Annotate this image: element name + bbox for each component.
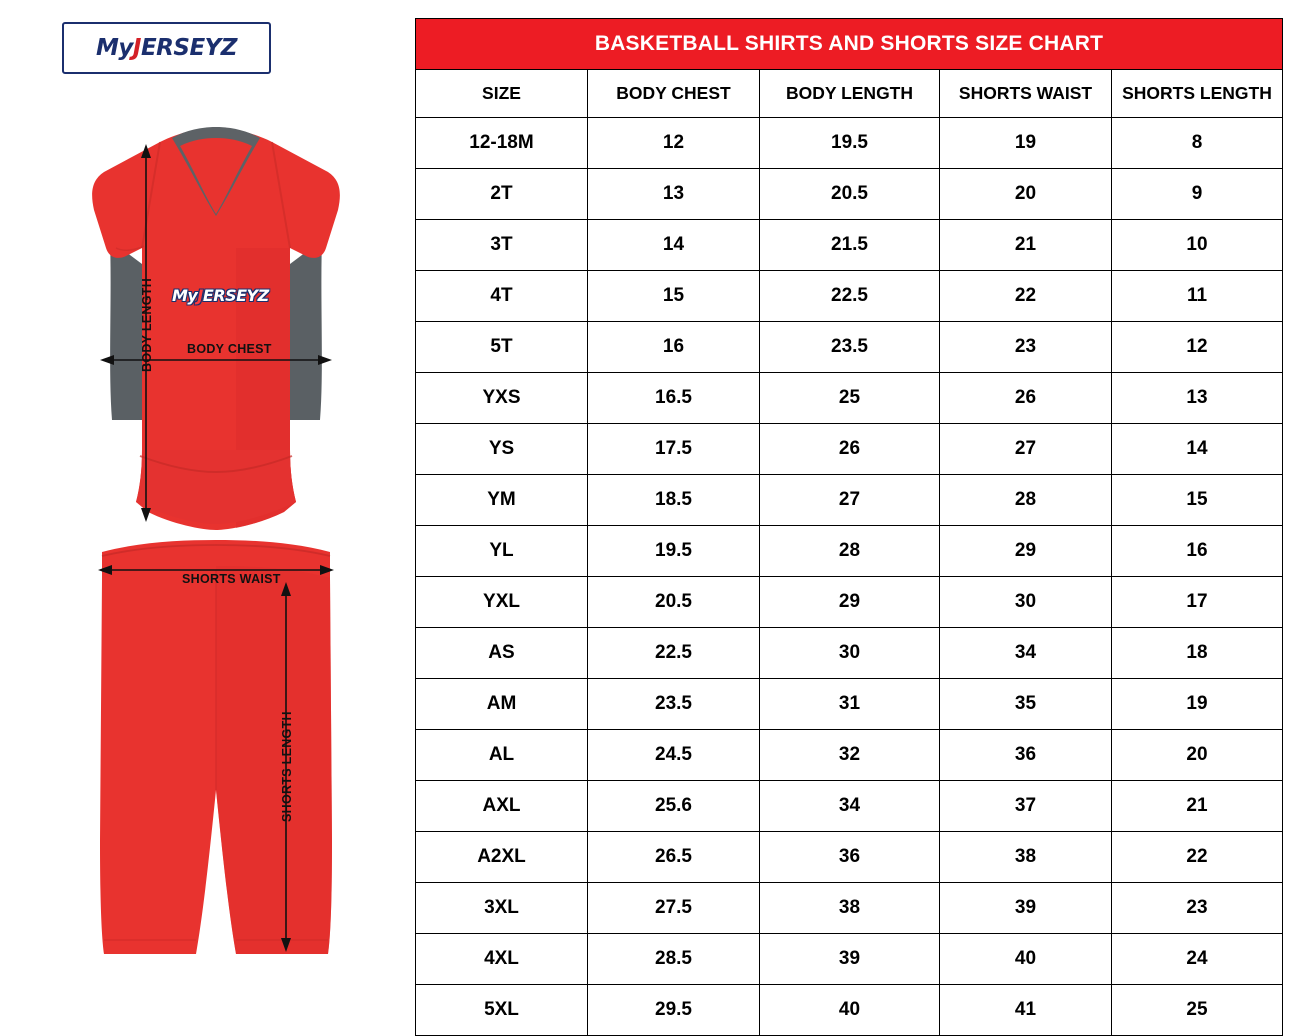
cell-size: AM	[416, 679, 588, 730]
brand-logo-j: J	[132, 35, 141, 61]
brand-logo	[62, 22, 271, 74]
shorts-illustration	[40, 540, 390, 970]
chart-title-row	[416, 19, 1283, 70]
cell-shorts-length: 17	[1112, 577, 1283, 628]
cell-shorts-waist: 39	[940, 883, 1112, 934]
cell-shorts-length: 21	[1112, 781, 1283, 832]
cell-body-length: 22.5	[760, 271, 940, 322]
table-row	[416, 526, 1283, 577]
cell-shorts-length: 16	[1112, 526, 1283, 577]
cell-size: 5T	[416, 322, 588, 373]
table-row	[416, 985, 1283, 1036]
cell-size: AXL	[416, 781, 588, 832]
table-row	[416, 169, 1283, 220]
cell-body-length: 26	[760, 424, 940, 475]
cell-shorts-length: 12	[1112, 322, 1283, 373]
cell-size: 3T	[416, 220, 588, 271]
size-chart-head	[416, 19, 1283, 118]
jersey-logo-erseyz: ERSEYZ	[202, 286, 269, 305]
cell-size: YS	[416, 424, 588, 475]
column-header-shorts-waist: SHORTS WAIST	[940, 70, 1112, 118]
jersey-logo-j: J	[197, 286, 203, 305]
cell-body-length: 40	[760, 985, 940, 1036]
table-row	[416, 118, 1283, 169]
cell-shorts-length: 10	[1112, 220, 1283, 271]
cell-shorts-waist: 19	[940, 118, 1112, 169]
cell-body-length: 32	[760, 730, 940, 781]
cell-shorts-length: 23	[1112, 883, 1283, 934]
cell-body-length: 19.5	[760, 118, 940, 169]
cell-shorts-length: 8	[1112, 118, 1283, 169]
cell-shorts-waist: 35	[940, 679, 1112, 730]
table-row	[416, 424, 1283, 475]
cell-shorts-length: 24	[1112, 934, 1283, 985]
cell-body-chest: 24.5	[588, 730, 760, 781]
cell-body-chest: 15	[588, 271, 760, 322]
cell-size: 5XL	[416, 985, 588, 1036]
cell-shorts-length: 13	[1112, 373, 1283, 424]
cell-body-chest: 27.5	[588, 883, 760, 934]
cell-body-chest: 18.5	[588, 475, 760, 526]
table-row	[416, 781, 1283, 832]
jersey-chest-logo	[172, 286, 269, 305]
column-header-size: SIZE	[416, 70, 588, 118]
table-row	[416, 322, 1283, 373]
table-row	[416, 730, 1283, 781]
cell-body-length: 21.5	[760, 220, 940, 271]
cell-shorts-length: 22	[1112, 832, 1283, 883]
brand-logo-text	[96, 35, 237, 61]
table-row	[416, 934, 1283, 985]
cell-size: AL	[416, 730, 588, 781]
table-row	[416, 475, 1283, 526]
cell-body-chest: 23.5	[588, 679, 760, 730]
column-header-row	[416, 70, 1283, 118]
jersey-logo-my: My	[172, 286, 198, 305]
size-chart-container	[415, 18, 1282, 1020]
cell-body-length: 20.5	[760, 169, 940, 220]
cell-body-chest: 16	[588, 322, 760, 373]
cell-body-length: 39	[760, 934, 940, 985]
cell-shorts-length: 15	[1112, 475, 1283, 526]
cell-body-length: 28	[760, 526, 940, 577]
chart-title: BASKETBALL SHIRTS AND SHORTS SIZE CHART	[416, 19, 1283, 70]
cell-shorts-waist: 36	[940, 730, 1112, 781]
cell-shorts-length: 14	[1112, 424, 1283, 475]
cell-body-length: 31	[760, 679, 940, 730]
cell-shorts-length: 18	[1112, 628, 1283, 679]
cell-size: 2T	[416, 169, 588, 220]
cell-size: 4T	[416, 271, 588, 322]
cell-body-chest: 16.5	[588, 373, 760, 424]
cell-body-length: 23.5	[760, 322, 940, 373]
size-chart-table	[415, 18, 1283, 1036]
cell-size: 4XL	[416, 934, 588, 985]
label-shorts-waist: SHORTS WAIST	[182, 572, 281, 586]
column-header-body-chest: BODY CHEST	[588, 70, 760, 118]
cell-shorts-length: 19	[1112, 679, 1283, 730]
cell-size: 12-18M	[416, 118, 588, 169]
brand-logo-my: My	[96, 35, 133, 61]
cell-size: YM	[416, 475, 588, 526]
size-chart-body	[416, 118, 1283, 1036]
cell-size: 3XL	[416, 883, 588, 934]
table-row	[416, 373, 1283, 424]
cell-shorts-length: 11	[1112, 271, 1283, 322]
column-header-body-length: BODY LENGTH	[760, 70, 940, 118]
cell-body-chest: 26.5	[588, 832, 760, 883]
cell-size: AS	[416, 628, 588, 679]
cell-shorts-waist: 40	[940, 934, 1112, 985]
cell-body-length: 38	[760, 883, 940, 934]
cell-body-chest: 29.5	[588, 985, 760, 1036]
cell-body-length: 27	[760, 475, 940, 526]
cell-shorts-waist: 30	[940, 577, 1112, 628]
label-body-chest: BODY CHEST	[187, 342, 272, 356]
table-row	[416, 271, 1283, 322]
cell-body-chest: 22.5	[588, 628, 760, 679]
cell-body-chest: 20.5	[588, 577, 760, 628]
cell-body-chest: 14	[588, 220, 760, 271]
cell-body-chest: 13	[588, 169, 760, 220]
cell-shorts-length: 9	[1112, 169, 1283, 220]
cell-body-length: 25	[760, 373, 940, 424]
product-illustration-panel	[0, 0, 415, 1000]
cell-shorts-waist: 34	[940, 628, 1112, 679]
cell-shorts-waist: 38	[940, 832, 1112, 883]
cell-shorts-waist: 27	[940, 424, 1112, 475]
table-row	[416, 577, 1283, 628]
cell-body-chest: 12	[588, 118, 760, 169]
cell-size: A2XL	[416, 832, 588, 883]
column-header-shorts-length: SHORTS LENGTH	[1112, 70, 1283, 118]
table-row	[416, 832, 1283, 883]
cell-body-length: 34	[760, 781, 940, 832]
cell-shorts-waist: 21	[940, 220, 1112, 271]
label-shorts-length: SHORTS LENGTH	[280, 711, 294, 822]
table-row	[416, 220, 1283, 271]
cell-body-chest: 28.5	[588, 934, 760, 985]
cell-body-chest: 25.6	[588, 781, 760, 832]
cell-shorts-waist: 23	[940, 322, 1112, 373]
cell-body-chest: 17.5	[588, 424, 760, 475]
table-row	[416, 883, 1283, 934]
cell-body-length: 30	[760, 628, 940, 679]
cell-shorts-waist: 29	[940, 526, 1112, 577]
cell-size: YXL	[416, 577, 588, 628]
garment-diagram	[40, 120, 390, 970]
cell-body-chest: 19.5	[588, 526, 760, 577]
cell-size: YL	[416, 526, 588, 577]
cell-shorts-waist: 28	[940, 475, 1112, 526]
cell-shorts-waist: 26	[940, 373, 1112, 424]
cell-shorts-waist: 20	[940, 169, 1112, 220]
table-row	[416, 679, 1283, 730]
cell-shorts-length: 25	[1112, 985, 1283, 1036]
cell-shorts-waist: 41	[940, 985, 1112, 1036]
cell-shorts-waist: 22	[940, 271, 1112, 322]
label-body-length: BODY LENGTH	[140, 277, 154, 372]
brand-logo-erseyz: ERSEYZ	[140, 35, 237, 61]
cell-shorts-waist: 37	[940, 781, 1112, 832]
table-row	[416, 628, 1283, 679]
cell-body-length: 29	[760, 577, 940, 628]
cell-body-length: 36	[760, 832, 940, 883]
cell-shorts-length: 20	[1112, 730, 1283, 781]
cell-size: YXS	[416, 373, 588, 424]
